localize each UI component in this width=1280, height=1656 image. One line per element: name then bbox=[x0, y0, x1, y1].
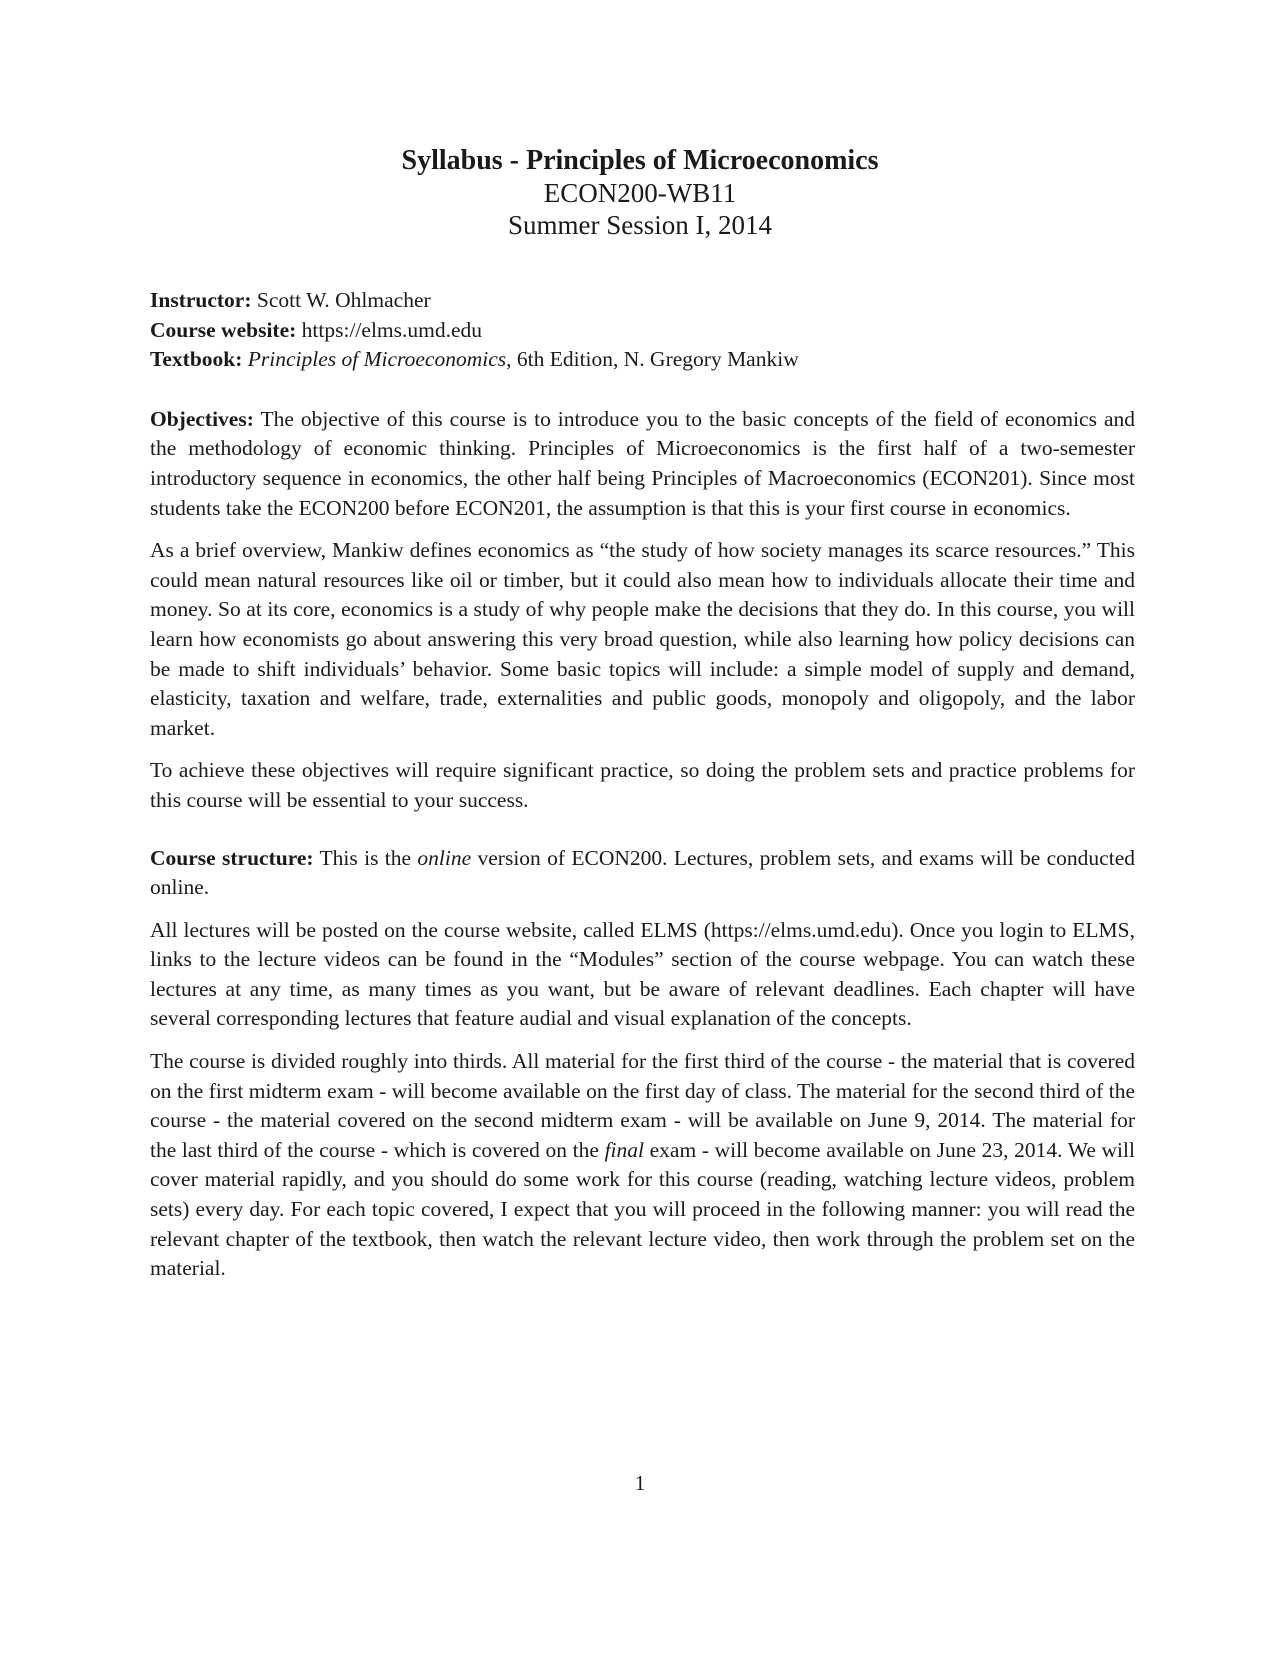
page-number: 1 bbox=[634, 1471, 646, 1495]
website-line bbox=[150, 316, 1135, 346]
session: Summer Session I, 2014 bbox=[507, 210, 772, 240]
instructor-label: Instructor: bbox=[150, 288, 252, 312]
structure-emphasis-final: final bbox=[604, 1137, 644, 1162]
structure-paragraph-3 bbox=[150, 1047, 1135, 1284]
structure-text-1a: This is the bbox=[319, 845, 418, 870]
course-meta bbox=[150, 286, 1135, 375]
website-label: Course website: bbox=[150, 317, 297, 342]
structure-text-3b: exam - will become available on June 23, 2014. We will cover material rapidly, and you should do some work for this course (reading, watching lecture videos, problem sets) every day. For each topic covered, I expect that you will proceed in the following manner: you will read the relevant chapter of the textbook, then watch the relevant lecture video, then work through the problem set on the material. bbox=[150, 1137, 1135, 1281]
structure-label: Course structure: bbox=[150, 845, 314, 870]
structure-section bbox=[150, 844, 1135, 1284]
website-value: https://elms.umd.edu bbox=[301, 317, 483, 342]
textbook-details: , 6th Edition, N. Gregory Mankiw bbox=[506, 347, 799, 372]
textbook-title: Principles of Microeconomics bbox=[247, 347, 507, 372]
objectives-section bbox=[150, 405, 1135, 816]
structure-paragraph-2: All lectures will be posted on the course website, called ELMS (https://elms.umd.edu). Once you login to ELMS, links to the lecture videos can be found in the “Modules” section of the course webpage. You can watch these lectures at any time, as many times as you want, but be aware of relevant deadlines. Each chapter will have several corresponding lectures that feature audial and visual explanation of the concepts. bbox=[150, 917, 1135, 1031]
structure-emphasis-online: online bbox=[417, 845, 472, 870]
structure-text-1b: version of ECON200. Lectures, problem sets, and exams will be conducted online. bbox=[150, 845, 1135, 900]
instructor-line bbox=[150, 286, 1135, 316]
document-title: Syllabus - Principles of Microeconomics bbox=[401, 145, 879, 176]
objectives-paragraph-3: To achieve these objectives will require significant practice, so doing the problem sets and practice problems for this course will be essential to your success. bbox=[150, 758, 1135, 812]
objectives-label: Objectives: bbox=[150, 406, 254, 431]
structure-paragraph-1 bbox=[150, 844, 1135, 903]
instructor-value: Scott W. Ohlmacher bbox=[256, 288, 431, 312]
objectives-paragraph-1 bbox=[150, 405, 1135, 523]
document-header bbox=[0, 145, 1280, 241]
objectives-text-1: The objective of this course is to introduce you to the basic concepts of the field of economics and the methodology of economic thinking. Principles of Microeconomics is the first half of a two-semester introductory sequence in economics, the other half being Principles of Macroeconomics (ECON201). Since most students take the ECON200 before ECON201, the assumption is that this is your first course in economics. bbox=[150, 406, 1135, 520]
course-code: ECON200-WB11 bbox=[543, 178, 737, 208]
document-body bbox=[150, 286, 1135, 1284]
textbook-line bbox=[150, 345, 1135, 375]
textbook-label: Textbook: bbox=[150, 347, 243, 372]
structure-text-3a: The course is divided roughly into thirds. All material for the first third of the course - the material that is covered on the first midterm exam - will become available on the first day of class. The material for the second third of the course - the material covered on the second midterm exam - will be available on June 9, 2014. The material for the last third of the course - which is covered on the bbox=[150, 1049, 1135, 1162]
objectives-paragraph-2: As a brief overview, Mankiw defines economics as “the study of how society manages its scarce resources.” This could mean natural resources like oil or timber, but it could also mean how to individuals allocate their time and money. So at its core, economics is a study of why people make the decisions that they do. In this course, you will learn how economists go about answering this very broad question, while also learning how policy decisions can be made to shift individuals’ behavior. Some basic topics will include: a simple model of supply and demand, elasticity, taxation and welfare, trade, externalities and public goods, monopoly and oligopoly, and the labor market. bbox=[150, 538, 1135, 740]
